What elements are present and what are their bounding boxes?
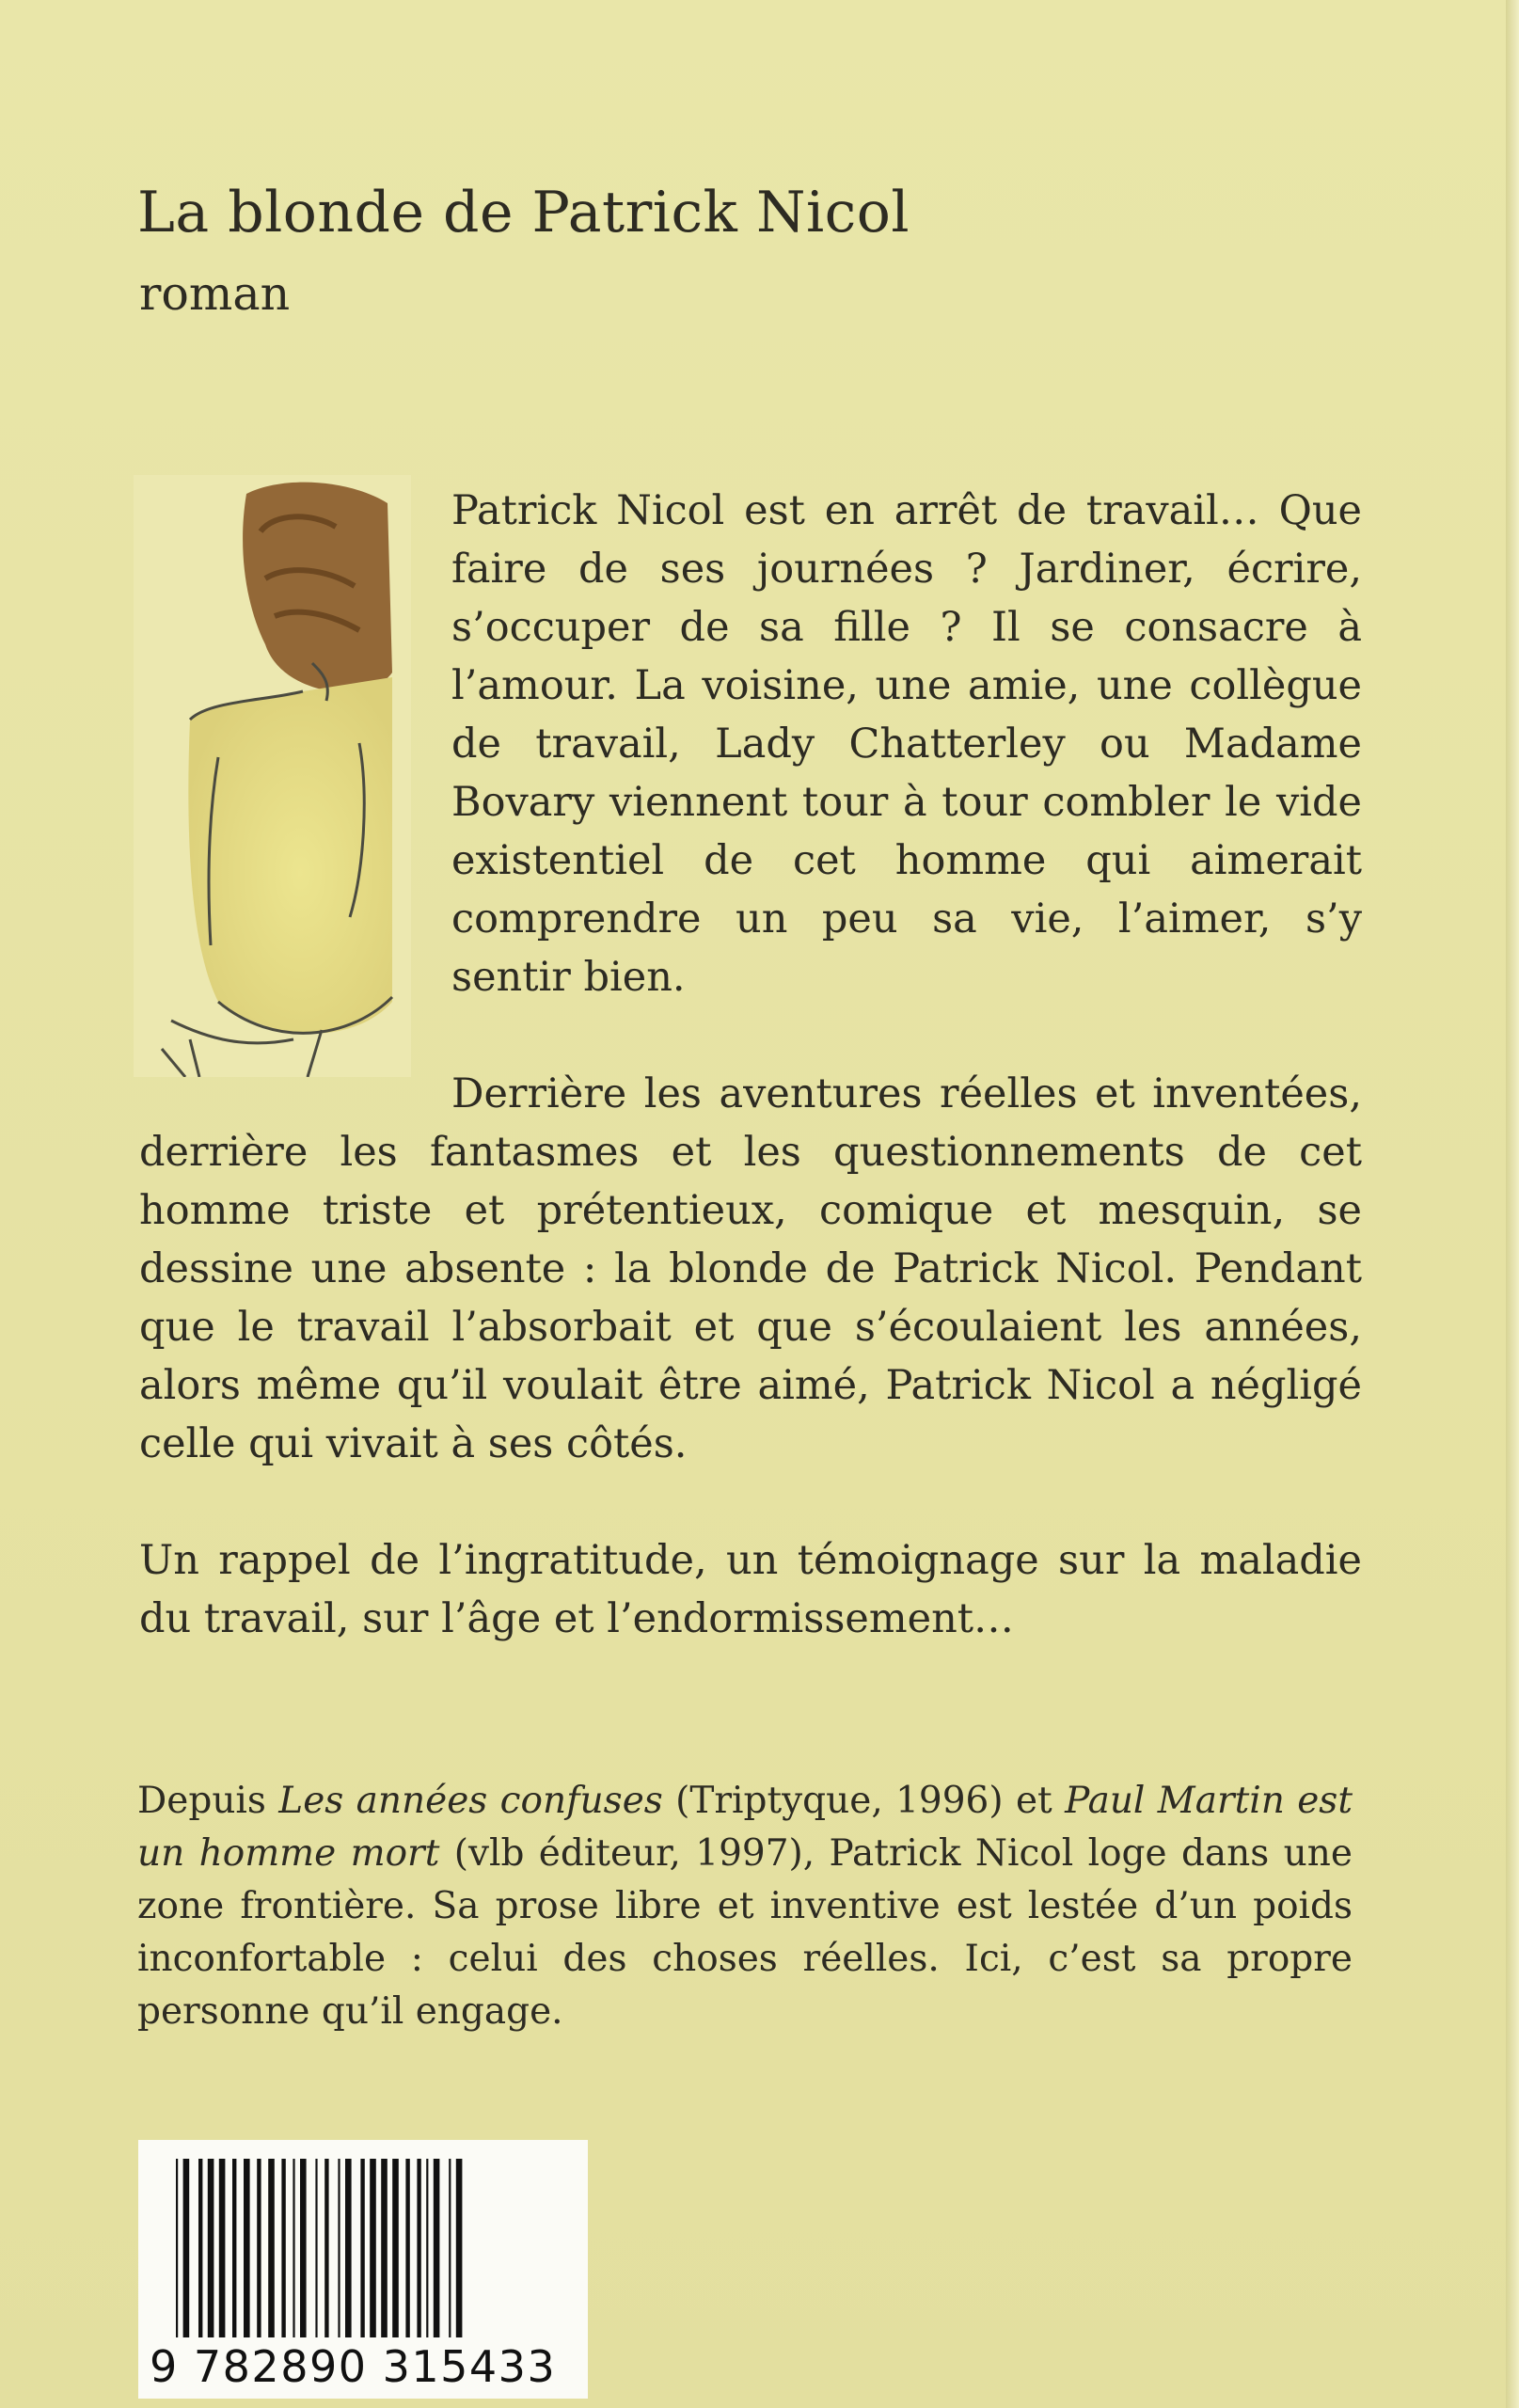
- blurb-paragraph-3: Un rappel de l’ingratitude, un témoignage sur la maladie du travail, sur l’âge et l’endormissement…: [139, 1537, 1362, 1642]
- barcode-bar: [219, 2159, 226, 2337]
- bio-book-1-publisher: (Triptyque, 1996) et: [675, 1780, 1052, 1822]
- barcode-bar: [456, 2159, 463, 2337]
- bio-intro: Depuis: [137, 1780, 266, 1822]
- paragraph-gap: [139, 1473, 1362, 1531]
- illustration-space: [139, 482, 451, 1114]
- barcode-bar: [360, 2159, 364, 2337]
- isbn-digits: 9 782890 315433: [150, 2341, 557, 2392]
- bio-rest: (vlb éditeur, 1997), Patrick Nicol loge dans une zone frontière. Sa prose libre et inventive est lestée d’un poids inconfortable : celui des choses réelles. Ici, c’est sa propre personne qu’il engage.: [137, 1832, 1353, 2033]
- barcode-bar: [434, 2159, 440, 2337]
- author-bio: [137, 1775, 1353, 2038]
- barcode-bar: [426, 2159, 428, 2337]
- book-title: La blonde de Patrick Nicol: [137, 180, 910, 246]
- barcode-bar: [315, 2159, 317, 2337]
- blurb-paragraph-1: Patrick Nicol est en arrêt de travail… Que faire de ses journées ? Jardiner, écrire, s’occuper de sa fille ? Il se consacre à l’amour. La voisine, une amie, une collègue de travail, Lady Chatterley ou Madame Bovary viennent tour à tour combler le vide existentiel de cet homme qui aimerait comprendre un peu sa vie, l’aimer, s’y sentir bien.: [451, 487, 1362, 1001]
- bio-book-2: Paul Martin est un homme mort: [137, 1780, 1353, 1875]
- barcode-bar: [208, 2159, 214, 2337]
- barcode-bar: [244, 2159, 250, 2337]
- barcode-bar: [345, 2159, 352, 2337]
- book-genre: roman: [139, 267, 291, 321]
- barcode-bar: [417, 2159, 420, 2337]
- bio-book-1: Les années confuses: [278, 1780, 663, 1822]
- barcode-bar: [281, 2159, 285, 2337]
- barcode-bar: [176, 2159, 178, 2337]
- barcode-bar: [381, 2159, 388, 2337]
- cover-edge: [1506, 0, 1519, 2408]
- barcode-bar: [370, 2159, 376, 2337]
- barcode-bar: [405, 2159, 409, 2337]
- barcode-bar: [183, 2159, 190, 2337]
- blurb: [139, 482, 1362, 1648]
- barcode-bar: [268, 2159, 275, 2337]
- barcode-bar: [338, 2159, 340, 2337]
- isbn-barcode: [138, 2140, 588, 2399]
- barcode-bar: [232, 2159, 236, 2337]
- barcode-bar: [257, 2159, 261, 2337]
- blurb-paragraph-2: Derrière les aventures réelles et inventées, derrière les fantasmes et les questionnements de cet homme triste et prétentieux, comique et mesquin, se dessine une absente : la blonde de Patrick Nicol. Pendant que le travail l’absorbait et que s’écoulaient les années, alors même qu’il voulait être aimé, Patrick Nicol a négligé celle qui vivait à ses côtés.: [139, 1070, 1362, 1467]
- barcode-bar: [300, 2159, 307, 2337]
- barcode-bar: [449, 2159, 451, 2337]
- barcode-bar: [324, 2159, 328, 2337]
- barcode-bar: [392, 2159, 399, 2337]
- barcode-bar: [293, 2159, 294, 2337]
- barcode-bar: [198, 2159, 202, 2337]
